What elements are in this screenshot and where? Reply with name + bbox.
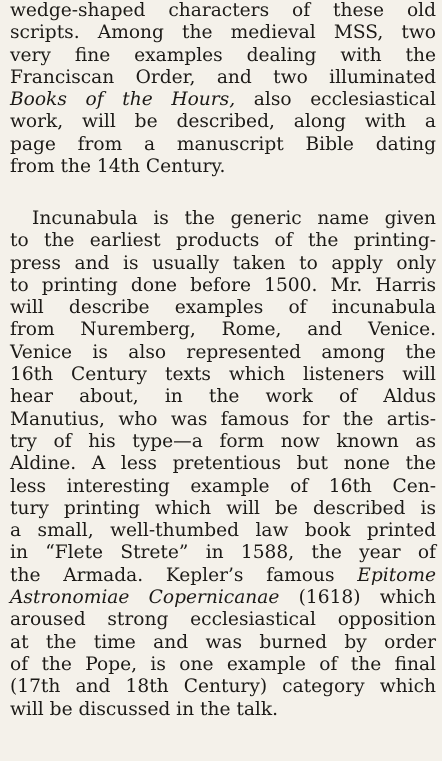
text-line: will be discussed in the talk. xyxy=(10,698,279,720)
text-line: a small, well-thumbed law book printed xyxy=(10,520,436,542)
text-line: wedge-shaped characters of these old xyxy=(10,0,436,21)
text-line: will describe examples of incunabula xyxy=(10,297,436,319)
text-line: hear about, in the work of Aldus xyxy=(10,386,436,408)
text-line xyxy=(0,89,442,111)
text-fragment: also ecclesiastical xyxy=(235,89,436,111)
text-line: to the earliest products of the printing- xyxy=(10,230,436,252)
text-line: in “Flete Strete” in 1588, the year of xyxy=(10,542,436,564)
text-line: at the time and was burned by order xyxy=(10,631,436,653)
text-line: (17th and 18th Century) category which xyxy=(10,676,436,698)
text-line: Aldine. A less pretentious but none the xyxy=(10,453,436,475)
text-line: work, will be described, along with a xyxy=(10,111,436,133)
text-line: 16th Century texts which listeners will xyxy=(10,364,436,386)
text-line: press and is usually taken to apply only xyxy=(10,252,436,274)
text-line: Incunabula is the generic name given xyxy=(32,208,436,229)
text-line: page from a manuscript Bible dating xyxy=(10,133,436,155)
text-line xyxy=(0,587,442,609)
text-line: from the 14th Century. xyxy=(10,156,226,178)
text-line: aroused strong ecclesiastical opposition xyxy=(10,609,436,631)
text-line: Manutius, who was famous for the artis- xyxy=(10,408,436,430)
text-line: Franciscan Order, and two illuminated xyxy=(10,66,436,88)
text-line: from Nuremberg, Rome, and Venice. xyxy=(10,319,436,341)
text-line: less interesting example of 16th Cen- xyxy=(10,475,436,497)
text-line: to printing done before 1500. Mr. Harris xyxy=(10,274,436,296)
paragraph-2 xyxy=(0,208,442,721)
italic-title-astronomiae: Astronomiae Copernicanae xyxy=(10,587,280,609)
text-line: Venice is also represented among the xyxy=(10,341,436,363)
text-line: of the Pope, is one example of the final xyxy=(10,653,436,675)
text-line: very fine examples dealing with the xyxy=(10,44,436,66)
italic-title-epitome: Epitome xyxy=(357,564,436,586)
text-line: scripts. Among the medieval MSS, two xyxy=(10,22,436,44)
paragraph-1 xyxy=(0,0,442,178)
text-fragment: (1618) which xyxy=(279,587,436,609)
text-line xyxy=(0,565,442,587)
text-line: tury printing which will be described is xyxy=(10,497,436,519)
italic-title-books-of-hours: Books of the Hours, xyxy=(10,89,236,111)
text-fragment: the Armada. Kepler’s famous xyxy=(10,564,358,586)
text-line: try of his type—a form now known as xyxy=(10,430,436,452)
